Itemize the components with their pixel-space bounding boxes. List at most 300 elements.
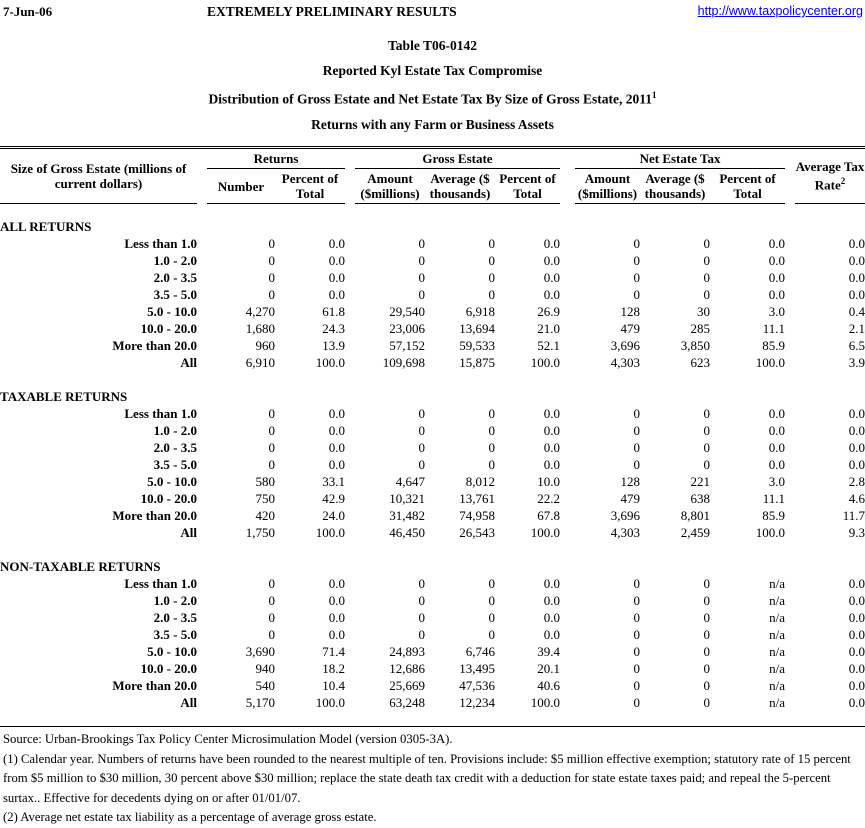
column-gap bbox=[785, 695, 795, 712]
table-cell: 0 bbox=[488, 457, 495, 472]
table-subtitle: Reported Kyl Estate Tax Compromise bbox=[322, 63, 543, 78]
column-gap bbox=[560, 236, 575, 253]
table-cell: 4,270 bbox=[245, 304, 275, 319]
table-cell: 0 bbox=[268, 457, 275, 472]
table-cell: 109,698 bbox=[382, 355, 425, 370]
table-cell: 25,669 bbox=[389, 678, 425, 693]
row-label: More than 20.0 bbox=[112, 338, 197, 353]
table-cell: 0 bbox=[633, 644, 641, 659]
table-cell: 13,495 bbox=[459, 661, 495, 676]
table-cell: 0 bbox=[633, 695, 641, 710]
table-cell: 0.0 bbox=[328, 576, 345, 591]
table-cell: 71.4 bbox=[322, 644, 345, 659]
table-cell: 0.0 bbox=[543, 423, 561, 438]
table-row bbox=[0, 695, 865, 712]
table-cell: 26.9 bbox=[537, 304, 561, 319]
table-row bbox=[0, 321, 865, 338]
column-header-net-amount: Amount ($millions) bbox=[575, 169, 640, 204]
table-cell: 0 bbox=[418, 457, 425, 472]
table-row bbox=[0, 576, 865, 593]
column-gap bbox=[197, 355, 207, 372]
table-header bbox=[0, 148, 865, 204]
table-cell: 20.1 bbox=[537, 661, 561, 676]
table-cell: 0 bbox=[268, 576, 275, 591]
column-header-returns-number: Number bbox=[207, 169, 275, 204]
column-gap bbox=[197, 661, 207, 678]
table-cell: 0 bbox=[488, 423, 495, 438]
table-population-title: Returns with any Farm or Business Assets bbox=[311, 116, 554, 132]
table-cell: 0.0 bbox=[328, 406, 345, 421]
table-cell: 0.0 bbox=[543, 236, 561, 251]
column-gap bbox=[345, 236, 355, 253]
column-gap bbox=[785, 355, 795, 372]
table-cell: 47,536 bbox=[459, 678, 495, 693]
table-cell: 100.0 bbox=[315, 355, 345, 370]
table-cell: 0.0 bbox=[848, 644, 865, 659]
column-gap bbox=[197, 627, 207, 644]
row-label: 3.5 - 5.0 bbox=[153, 287, 197, 302]
column-gap bbox=[785, 474, 795, 491]
column-gap bbox=[197, 644, 207, 661]
table-cell: 100.0 bbox=[755, 525, 786, 540]
column-gap bbox=[345, 695, 355, 712]
table-cell: 0.0 bbox=[543, 270, 561, 285]
column-gap bbox=[197, 610, 207, 627]
column-gap bbox=[785, 576, 795, 593]
table-cell: 0.0 bbox=[848, 270, 865, 285]
table-cell: 1,750 bbox=[245, 525, 275, 540]
table-cell: 0 bbox=[418, 270, 425, 285]
table-cell: 0.0 bbox=[848, 695, 865, 710]
table-cell: 0 bbox=[488, 576, 495, 591]
table-cell: 0 bbox=[488, 627, 495, 642]
table-cell: 0.0 bbox=[543, 576, 561, 591]
table-cell: 420 bbox=[255, 508, 275, 523]
table-cell: 0 bbox=[703, 576, 711, 591]
table-cell: 0 bbox=[268, 610, 275, 625]
table-cell: 15,875 bbox=[459, 355, 495, 370]
table-cell: 0.0 bbox=[328, 287, 345, 302]
table-cell: 52.1 bbox=[537, 338, 561, 353]
header-gap bbox=[560, 148, 575, 204]
table-cell: 0 bbox=[418, 440, 425, 455]
table-cell: 0 bbox=[268, 253, 275, 268]
table-cell: 4,303 bbox=[610, 525, 641, 540]
table-cell: 0 bbox=[488, 236, 495, 251]
table-cell: 100.0 bbox=[530, 525, 561, 540]
table-cell: 2.1 bbox=[848, 321, 865, 336]
table-cell: 61.8 bbox=[322, 304, 345, 319]
column-gap bbox=[785, 508, 795, 525]
table-row bbox=[0, 253, 865, 270]
row-label: 2.0 - 3.5 bbox=[153, 440, 197, 455]
column-gap bbox=[785, 678, 795, 695]
footnote-2: (2) Average net estate tax liability as a percentage of average gross estate. bbox=[3, 810, 377, 824]
table-cell: 0.0 bbox=[848, 406, 865, 421]
column-gap bbox=[785, 644, 795, 661]
table-cell: 0 bbox=[268, 593, 275, 608]
table-cell: 100.0 bbox=[755, 355, 786, 370]
table-cell: 0 bbox=[703, 270, 711, 285]
column-gap bbox=[560, 474, 575, 491]
table-cell: 0 bbox=[633, 406, 641, 421]
table-cell: 0 bbox=[488, 610, 495, 625]
table-cell: 0.0 bbox=[768, 270, 786, 285]
table-cell: 0 bbox=[703, 406, 711, 421]
table-row bbox=[0, 287, 865, 304]
table-cell: 0 bbox=[633, 440, 641, 455]
column-gap bbox=[197, 491, 207, 508]
table-cell: 42.9 bbox=[322, 491, 345, 506]
table-cell: 0 bbox=[418, 627, 425, 642]
table-cell: 0 bbox=[418, 423, 425, 438]
column-gap bbox=[560, 457, 575, 474]
column-gap bbox=[560, 610, 575, 627]
table-cell: 0.0 bbox=[848, 253, 865, 268]
table-cell: 580 bbox=[255, 474, 275, 489]
table-cell: 0 bbox=[418, 406, 425, 421]
table-row bbox=[0, 644, 865, 661]
row-label: 3.5 - 5.0 bbox=[153, 627, 197, 642]
table-cell: 3.9 bbox=[848, 355, 865, 370]
table-cell: n/a bbox=[769, 593, 786, 608]
source-note: Source: Urban-Brookings Tax Policy Center Microsimulation Model (version 0305-3A). bbox=[3, 732, 453, 746]
table-cell: 0.0 bbox=[328, 457, 345, 472]
column-gap bbox=[197, 406, 207, 423]
row-label: Less than 1.0 bbox=[124, 576, 197, 591]
table-cell: 638 bbox=[690, 491, 711, 506]
table-cell: 0 bbox=[633, 236, 641, 251]
table-cell: 0 bbox=[488, 253, 495, 268]
table-cell: 85.9 bbox=[762, 508, 786, 523]
table-cell: 0 bbox=[703, 253, 711, 268]
table-cell: 6.5 bbox=[848, 338, 865, 353]
column-gap bbox=[560, 525, 575, 542]
table-cell: 29,540 bbox=[389, 304, 425, 319]
table-cell: 31,482 bbox=[389, 508, 425, 523]
column-gap bbox=[785, 270, 795, 287]
table-cell: 221 bbox=[690, 474, 711, 489]
table-cell: 0 bbox=[633, 253, 641, 268]
table-description-title: Distribution of Gross Estate and Net Estate Tax By Size of Gross Estate, 2011$^1$ bbox=[208, 90, 657, 107]
table-cell: 0 bbox=[703, 287, 711, 302]
column-gap bbox=[345, 355, 355, 372]
table-bottom-rule bbox=[0, 712, 865, 727]
column-gap bbox=[560, 644, 575, 661]
table-cell: 0 bbox=[418, 610, 425, 625]
table-row bbox=[0, 457, 865, 474]
table-cell: 24,893 bbox=[389, 644, 425, 659]
table-cell: 24.3 bbox=[322, 321, 345, 336]
table-cell: 39.4 bbox=[537, 644, 561, 659]
table-cell: 8,012 bbox=[465, 474, 495, 489]
table-cell: 24.0 bbox=[322, 508, 345, 523]
column-gap bbox=[785, 610, 795, 627]
table-cell: 0.0 bbox=[328, 253, 345, 268]
table-cell: 1,680 bbox=[245, 321, 275, 336]
table-cell: 12,686 bbox=[389, 661, 425, 676]
table-cell: 479 bbox=[620, 321, 641, 336]
row-label: 10.0 - 20.0 bbox=[140, 661, 197, 676]
column-gap bbox=[345, 406, 355, 423]
table-cell: 0.0 bbox=[328, 627, 345, 642]
column-gap bbox=[560, 678, 575, 695]
table-cell: 128 bbox=[620, 474, 641, 489]
table-cell: 57,152 bbox=[389, 338, 425, 353]
footnote-1: (1) Calendar year. Numbers of returns have been rounded to the nearest multiple of ten. Provisions include: $5 million effective exemption; statutory rate of 15 percent from $5 million to $30 million, 30 percent above $30 million; replace the state death tax credit with a deduction for state estate taxes paid; and repeal the 5-percent surtax.. Effective for decedents dying on or after 01/01/07. bbox=[3, 751, 851, 805]
table-cell: 0 bbox=[703, 695, 711, 710]
table-cell: 0.0 bbox=[768, 457, 786, 472]
column-gap bbox=[560, 576, 575, 593]
table-row bbox=[0, 423, 865, 440]
table-cell: 100.0 bbox=[315, 525, 345, 540]
column-gap bbox=[345, 508, 355, 525]
table-cell: 21.0 bbox=[537, 321, 561, 336]
column-header-returns-percent: Percent of Total bbox=[275, 169, 345, 204]
table-cell: 11.1 bbox=[762, 491, 786, 506]
column-gap bbox=[345, 321, 355, 338]
table-cell: 0 bbox=[268, 236, 275, 251]
table-cell: 18.2 bbox=[322, 661, 345, 676]
column-gap bbox=[197, 440, 207, 457]
table-cell: 2,459 bbox=[680, 525, 711, 540]
table-cell: 0 bbox=[268, 406, 275, 421]
table-cell: 128 bbox=[620, 304, 641, 319]
table-cell: 960 bbox=[255, 338, 275, 353]
table-cell: n/a bbox=[769, 627, 786, 642]
table-cell: 22.2 bbox=[537, 491, 561, 506]
table-cell: 67.8 bbox=[537, 508, 561, 523]
table-cell: 4,647 bbox=[395, 474, 425, 489]
table-cell: 59,533 bbox=[459, 338, 495, 353]
table-cell: 0.0 bbox=[768, 406, 786, 421]
section-label-taxable-returns: TAXABLE RETURNS bbox=[0, 389, 128, 404]
table-cell: 10.4 bbox=[322, 678, 345, 693]
column-header-average-tax-rate: Average Tax Rate$^2$ bbox=[795, 148, 865, 204]
row-label: 5.0 - 10.0 bbox=[147, 474, 197, 489]
column-gap bbox=[560, 355, 575, 372]
table-row bbox=[0, 491, 865, 508]
table-cell: 8,801 bbox=[680, 508, 711, 523]
column-gap bbox=[560, 338, 575, 355]
taxpolicycenter-link[interactable]: http://www.taxpolicycenter.org bbox=[697, 4, 863, 18]
table-cell: 0.0 bbox=[848, 661, 865, 676]
column-gap bbox=[345, 610, 355, 627]
footnote-2-marker: 2 bbox=[840, 176, 846, 187]
header-gap bbox=[345, 148, 355, 204]
table-cell: 100.0 bbox=[315, 695, 345, 710]
table-cell: 0 bbox=[703, 627, 711, 642]
table-cell: 0 bbox=[418, 253, 425, 268]
table-cell: 0.0 bbox=[848, 678, 865, 693]
column-gap bbox=[345, 491, 355, 508]
column-gap bbox=[785, 627, 795, 644]
table-cell: 0 bbox=[703, 457, 711, 472]
table-cell: 85.9 bbox=[762, 338, 786, 353]
table-cell: 0.0 bbox=[848, 440, 865, 455]
column-gap bbox=[197, 236, 207, 253]
column-gap bbox=[785, 321, 795, 338]
table-row bbox=[0, 678, 865, 695]
table-cell: n/a bbox=[769, 678, 786, 693]
column-gap bbox=[785, 406, 795, 423]
table-cell: 10.0 bbox=[537, 474, 561, 489]
table-cell: 0.0 bbox=[328, 423, 345, 438]
column-gap bbox=[785, 338, 795, 355]
column-gap bbox=[345, 253, 355, 270]
table-cell: 100.0 bbox=[530, 695, 561, 710]
column-gap bbox=[560, 270, 575, 287]
column-gap bbox=[785, 423, 795, 440]
table-cell: 0 bbox=[703, 440, 711, 455]
column-gap bbox=[345, 287, 355, 304]
table-cell: 0 bbox=[418, 576, 425, 591]
table-cell: 0.0 bbox=[848, 287, 865, 302]
table-row bbox=[0, 355, 865, 372]
column-gap bbox=[560, 593, 575, 610]
column-gap bbox=[197, 457, 207, 474]
table-cell: 0 bbox=[268, 423, 275, 438]
column-gap bbox=[197, 474, 207, 491]
section-spacer bbox=[0, 542, 865, 559]
table-cell: 0.0 bbox=[768, 253, 786, 268]
table-cell: 0 bbox=[633, 678, 641, 693]
column-header-gross-average: Average ($ thousands) bbox=[425, 169, 495, 204]
column-header-net-average: Average ($ thousands) bbox=[640, 169, 710, 204]
table-cell: 5,170 bbox=[245, 695, 275, 710]
column-gap bbox=[345, 593, 355, 610]
table-cell: 0 bbox=[418, 287, 425, 302]
table-cell: 0 bbox=[418, 236, 425, 251]
table-cell: 0.0 bbox=[328, 236, 345, 251]
table-cell: 0 bbox=[703, 593, 711, 608]
table-cell: 0 bbox=[488, 406, 495, 421]
table-cell: 0.0 bbox=[543, 457, 561, 472]
table-cell: 0 bbox=[703, 236, 711, 251]
table-cell: 750 bbox=[255, 491, 275, 506]
table-cell: 13,694 bbox=[459, 321, 495, 336]
table-cell: 3.0 bbox=[768, 304, 786, 319]
table-cell: 2.8 bbox=[848, 474, 865, 489]
column-gap bbox=[197, 338, 207, 355]
column-gap bbox=[560, 304, 575, 321]
table-cell: 3,696 bbox=[610, 508, 641, 523]
column-gap bbox=[345, 270, 355, 287]
table-cell: 0.0 bbox=[543, 627, 561, 642]
column-header-size-of-gross-estate: Size of Gross Estate (millions of current dollars) bbox=[0, 148, 197, 204]
column-gap bbox=[345, 661, 355, 678]
table-row bbox=[0, 338, 865, 355]
column-gap bbox=[345, 678, 355, 695]
column-gap bbox=[785, 661, 795, 678]
table-cell: 0 bbox=[633, 270, 641, 285]
table-cell: 0.0 bbox=[848, 593, 865, 608]
table-row bbox=[0, 440, 865, 457]
table-row bbox=[0, 304, 865, 321]
row-label: More than 20.0 bbox=[112, 678, 197, 693]
column-gap bbox=[345, 525, 355, 542]
table-cell: 11.1 bbox=[762, 321, 786, 336]
column-gap bbox=[560, 253, 575, 270]
table-cell: 0 bbox=[703, 644, 711, 659]
table-cell: 6,918 bbox=[465, 304, 495, 319]
column-gap bbox=[560, 440, 575, 457]
table-cell: 0.0 bbox=[768, 440, 786, 455]
column-group-returns: Returns bbox=[207, 148, 345, 169]
table-cell: 0 bbox=[488, 593, 495, 608]
table-cell: 0.0 bbox=[328, 610, 345, 625]
column-gap bbox=[197, 423, 207, 440]
column-header-gross-percent: Percent of Total bbox=[495, 169, 560, 204]
column-gap bbox=[785, 525, 795, 542]
footnotes bbox=[3, 730, 861, 828]
column-gap bbox=[345, 457, 355, 474]
table-row bbox=[0, 474, 865, 491]
column-gap bbox=[197, 270, 207, 287]
table-cell: 540 bbox=[255, 678, 275, 693]
date-label: 7-Jun-06 bbox=[3, 4, 53, 19]
section-label-all-returns: ALL RETURNS bbox=[0, 219, 92, 234]
column-gap bbox=[197, 525, 207, 542]
table-cell: 0 bbox=[703, 423, 711, 438]
table-cell: 11.7 bbox=[842, 508, 865, 523]
table-cell: 0.0 bbox=[543, 253, 561, 268]
column-gap bbox=[560, 695, 575, 712]
table-cell: 26,543 bbox=[459, 525, 495, 540]
column-header-gross-amount: Amount ($millions) bbox=[355, 169, 425, 204]
table-cell: 0.0 bbox=[848, 457, 865, 472]
row-label: 3.5 - 5.0 bbox=[153, 457, 197, 472]
header-gap bbox=[197, 148, 207, 204]
table-cell: 623 bbox=[690, 355, 711, 370]
table-cell: 30 bbox=[697, 304, 711, 319]
table-cell: 285 bbox=[690, 321, 711, 336]
table-cell: 6,910 bbox=[245, 355, 275, 370]
table-row bbox=[0, 508, 865, 525]
column-group-net-estate-tax: Net Estate Tax bbox=[575, 148, 785, 169]
table-cell: 0 bbox=[703, 610, 711, 625]
table-cell: 0 bbox=[633, 287, 641, 302]
column-gap bbox=[345, 304, 355, 321]
row-label: All bbox=[180, 355, 197, 370]
section-spacer bbox=[0, 372, 865, 389]
column-gap bbox=[785, 491, 795, 508]
column-gap bbox=[560, 661, 575, 678]
table-cell: n/a bbox=[769, 644, 786, 659]
column-gap bbox=[197, 253, 207, 270]
column-gap bbox=[345, 338, 355, 355]
table-cell: 0.0 bbox=[768, 423, 786, 438]
table-cell: 0 bbox=[488, 440, 495, 455]
row-label: 5.0 - 10.0 bbox=[147, 304, 197, 319]
table-cell: 9.3 bbox=[848, 525, 865, 540]
table-cell: 0.0 bbox=[328, 440, 345, 455]
column-gap bbox=[560, 321, 575, 338]
row-label: 1.0 - 2.0 bbox=[153, 423, 197, 438]
column-gap bbox=[197, 508, 207, 525]
row-label: More than 20.0 bbox=[112, 508, 197, 523]
table-cell: 4,303 bbox=[610, 355, 641, 370]
column-gap bbox=[345, 644, 355, 661]
table-cell: 3,690 bbox=[245, 644, 275, 659]
column-gap bbox=[197, 593, 207, 610]
table-cell: n/a bbox=[769, 695, 786, 710]
row-label: 2.0 - 3.5 bbox=[153, 270, 197, 285]
table-row bbox=[0, 593, 865, 610]
column-gap bbox=[345, 474, 355, 491]
row-label: 10.0 - 20.0 bbox=[140, 491, 197, 506]
table-cell: 0 bbox=[633, 576, 641, 591]
